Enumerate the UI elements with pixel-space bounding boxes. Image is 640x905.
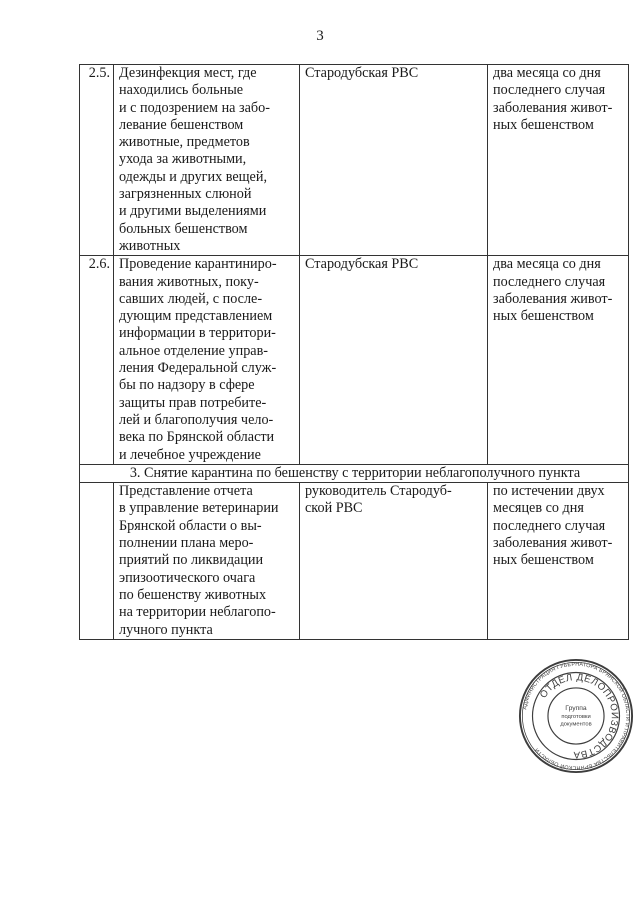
text-line: последнего случая bbox=[493, 273, 606, 290]
text-line: ных бешенством bbox=[493, 116, 594, 133]
row-number: 2.6. bbox=[80, 256, 114, 465]
text-line: в управление ветеринарии bbox=[119, 500, 279, 517]
text-line: находились больные bbox=[119, 82, 244, 99]
deadline-cell bbox=[488, 483, 629, 640]
text-line: приятий по ликвидации bbox=[119, 552, 264, 569]
section-3-title: 3. Снятие карантина по бешенству с территории неблагополучного пункта bbox=[80, 464, 629, 482]
page-number: 3 bbox=[316, 28, 324, 44]
text-line: ской РВС bbox=[305, 500, 363, 517]
text-line: лучного пункта bbox=[119, 621, 213, 638]
text-line: савших людей, с после- bbox=[119, 290, 263, 307]
text-line: и другими выделениями bbox=[119, 203, 267, 220]
row-number bbox=[80, 483, 114, 640]
text-line: животные, предметов bbox=[119, 134, 250, 151]
text-line: одежды и других вещей, bbox=[119, 168, 267, 185]
text-line: полнении плана меро- bbox=[119, 535, 254, 552]
text-line: заболевания живот- bbox=[493, 535, 613, 552]
stamp-ring-text: ОТДЕЛ ДЕЛОПРОИЗВОДСТВА bbox=[537, 672, 620, 760]
text-line: руководитель Стародуб- bbox=[305, 483, 452, 500]
text-line: заболевания живот- bbox=[493, 99, 613, 116]
table-row bbox=[80, 483, 629, 640]
text-line: на территории неблагопо- bbox=[119, 604, 276, 621]
text-line: ных бешенством bbox=[493, 552, 594, 569]
text-line: защиты прав потребите- bbox=[119, 394, 267, 411]
stamp-center-line: подготовки bbox=[561, 713, 591, 720]
text-line: месяцев со дня bbox=[493, 500, 584, 517]
deadline-cell bbox=[488, 256, 629, 465]
text-line: ухода за животными, bbox=[119, 151, 247, 168]
stamp-outer-text: АДМИНИСТРАЦИЯ ГУБЕРНАТОРА БРЯНСКОЙ ОБЛАСТИ И ПРАВИТЕЛЬСТВА БРЯНСКОЙ ОБЛАСТИ bbox=[522, 661, 631, 771]
text-line: и с подозрением на забо- bbox=[119, 99, 270, 116]
text-line: по бешенству животных bbox=[119, 586, 267, 603]
text-line: ных бешенством bbox=[493, 308, 594, 325]
text-line: альное отделение управ- bbox=[119, 342, 269, 359]
text-line: и лечебное учреждение bbox=[119, 446, 261, 463]
text-line: вания животных, поку- bbox=[119, 273, 259, 290]
plan-table bbox=[79, 64, 629, 640]
text-line: ления Федеральной служ- bbox=[119, 360, 277, 377]
text-line: больных бешенством bbox=[119, 220, 248, 237]
action-text bbox=[119, 256, 296, 464]
text-line: дующим представлением bbox=[119, 308, 273, 325]
action-cell bbox=[114, 483, 300, 640]
responsible-cell bbox=[300, 483, 488, 640]
table-row bbox=[80, 256, 629, 465]
stamp-center-line: Группа bbox=[565, 705, 587, 713]
action-cell bbox=[114, 256, 300, 465]
text-line: левание бешенством bbox=[119, 116, 244, 133]
text-line: загрязненных слюной bbox=[119, 186, 252, 203]
text-line: Дезинфекция мест, где bbox=[119, 65, 257, 81]
text-line: Стародубская РВС bbox=[305, 65, 419, 81]
office-stamp bbox=[518, 658, 634, 774]
action-text bbox=[119, 65, 296, 255]
text-line: два месяца со дня bbox=[493, 256, 601, 273]
text-line: Брянской области о вы- bbox=[119, 517, 262, 534]
responsible-cell bbox=[300, 65, 488, 256]
stamp-center-line: документов bbox=[560, 721, 592, 728]
text-line: лей и благополучия чело- bbox=[119, 411, 274, 428]
responsible-cell bbox=[300, 256, 488, 465]
text-line: Представление отчета bbox=[119, 483, 253, 500]
text-line: века по Брянской области bbox=[119, 429, 275, 446]
text-line: заболевания живот- bbox=[493, 290, 613, 307]
text-line: по истечении двух bbox=[493, 483, 605, 500]
text-line: последнего случая bbox=[493, 82, 606, 99]
text-line: два месяца со дня bbox=[493, 65, 601, 81]
text-line: животных bbox=[119, 237, 181, 254]
row-number: 2.5. bbox=[80, 65, 114, 256]
text-line: информации в территори- bbox=[119, 325, 276, 342]
text-line: Проведение карантиниро- bbox=[119, 256, 277, 273]
table-row bbox=[80, 65, 629, 256]
action-text bbox=[119, 483, 296, 639]
deadline-cell bbox=[488, 65, 629, 256]
text-line: последнего случая bbox=[493, 517, 606, 534]
text-line: бы по надзору в сфере bbox=[119, 377, 255, 394]
text-line: Стародубская РВС bbox=[305, 256, 419, 273]
section-row bbox=[80, 464, 629, 482]
action-cell bbox=[114, 65, 300, 256]
text-line: эпизоотического очага bbox=[119, 569, 256, 586]
